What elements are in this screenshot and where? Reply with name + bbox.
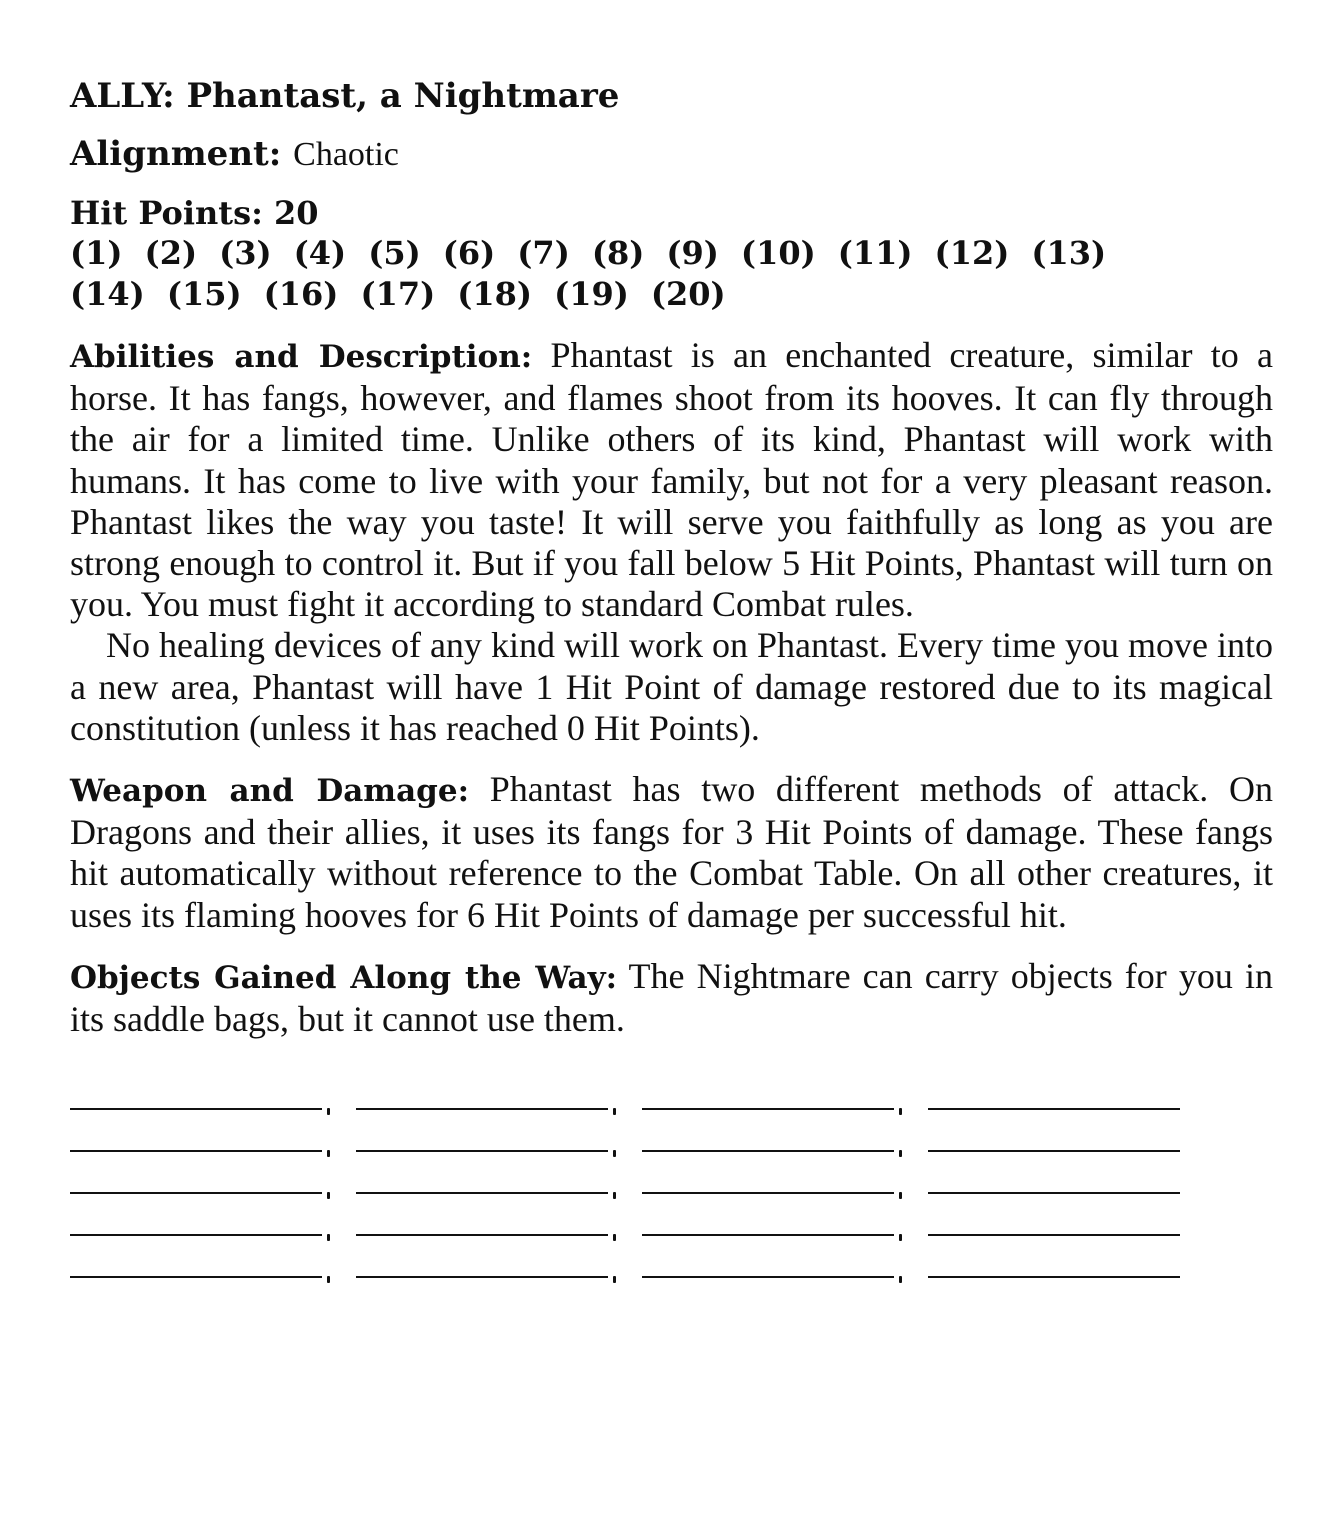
hit-point-row-1 [70,233,1273,274]
abilities-text-2: No healing devices of any kind will work on Phantast. Every time you move into a new area, Phantast will have 1 Hit Point of damage restored due to its magical constitution (unless it has reached 0 Hit Points). [70,625,1273,748]
object-blank-line[interactable] [356,1174,608,1194]
objects-label: Objects Gained Along the Way: [70,959,618,996]
hit-point-box[interactable]: (20) [650,275,726,313]
hit-point-box[interactable]: (6) [442,234,496,272]
alignment-label: Alignment: [70,134,282,174]
objects-paragraph [70,956,1273,1040]
object-blank-line[interactable] [70,1258,322,1278]
hit-point-box[interactable]: (14) [70,275,145,313]
abilities-paragraph [70,335,1273,625]
object-blank-line[interactable] [356,1216,608,1236]
hit-point-box[interactable]: (19) [554,275,629,313]
object-blank-line[interactable] [70,1090,322,1110]
object-blank-line[interactable] [928,1216,1180,1236]
abilities-label: Abilities and Description: [70,339,533,375]
card-title: ALLY: Phantast, a Nightmare [70,76,620,116]
objects-text: The Nightmare can carry objects for you in its saddle bags, but it cannot use them. [70,955,1273,1040]
blank-line-row [70,1068,1273,1110]
weapon-label: Weapon and Damage: [70,773,470,810]
hit-point-box[interactable]: (2) [144,234,198,272]
alignment-field [70,132,1273,177]
hit-point-box[interactable]: (11) [837,234,913,272]
hit-point-box[interactable]: (1) [70,234,123,272]
object-blank-line[interactable] [70,1216,322,1236]
abilities-text: Phantast is an enchanted creature, similar to a horse. It has fangs, however, and flames shoot from its hooves. It can fly through the air for a limited time. Unlike others of its kind, Phantast will work with humans. It has come to live with your family, but not for a very pleasant reason. Phantast likes the way you taste! It will serve you faithfully as long as you are strong enough to control it. But if you fall below 5 Hit Points, Phantast will turn on you. You must fight it according to standard Combat rules. [70,335,1274,625]
hit-point-box[interactable]: (8) [591,234,645,272]
hit-point-box[interactable]: (3) [219,234,272,272]
weapon-text: Phantast has two different methods of attack. On Dragons and their allies, it uses its fangs for 3 Hit Points of damage. These fangs hit automatically without reference to the Combat Table. On all other creatures, it uses its flaming hooves for 6 Hit Points of damage per successful hit. [70,769,1274,935]
object-blank-line[interactable] [356,1132,608,1152]
object-blank-line[interactable] [928,1258,1180,1278]
hit-point-row-2 [70,274,1273,315]
hit-point-tracker [70,233,1273,315]
object-blank-line[interactable] [642,1132,894,1152]
hit-point-box[interactable]: (17) [360,275,436,313]
object-blank-line[interactable] [928,1090,1180,1110]
blank-line-row [70,1236,1273,1278]
object-blank-line[interactable] [642,1216,894,1236]
object-blank-line[interactable] [642,1258,894,1278]
blank-line-row [70,1110,1273,1152]
hit-point-box[interactable]: (12) [934,234,1010,272]
object-blank-line[interactable] [356,1258,608,1278]
hit-point-box[interactable]: (15) [166,275,242,313]
hit-points-label: Hit Points: 20 [70,194,319,232]
object-blank-line[interactable] [642,1174,894,1194]
blank-line-row [70,1152,1273,1194]
hit-point-box[interactable]: (5) [368,234,421,272]
object-blank-line[interactable] [928,1174,1180,1194]
hit-point-box[interactable]: (10) [740,234,816,272]
hit-point-box[interactable]: (18) [457,275,533,313]
abilities-paragraph-2 [70,625,1273,749]
hit-point-box[interactable]: (9) [666,234,719,272]
object-blank-line[interactable] [356,1090,608,1110]
hit-point-box[interactable]: (16) [263,275,339,313]
weapon-paragraph [70,769,1273,936]
alignment-value: Chaotic [293,136,399,173]
blank-line-row [70,1194,1273,1236]
ally-card [70,74,1273,1278]
object-blank-line[interactable] [70,1132,322,1152]
hit-point-box[interactable]: (7) [517,234,570,272]
objects-blank-lines [70,1068,1273,1278]
object-blank-line[interactable] [70,1174,322,1194]
object-blank-line[interactable] [928,1132,1180,1152]
object-blank-line[interactable] [642,1090,894,1110]
hit-point-box[interactable]: (4) [293,234,347,272]
hit-point-box[interactable]: (13) [1031,234,1107,272]
